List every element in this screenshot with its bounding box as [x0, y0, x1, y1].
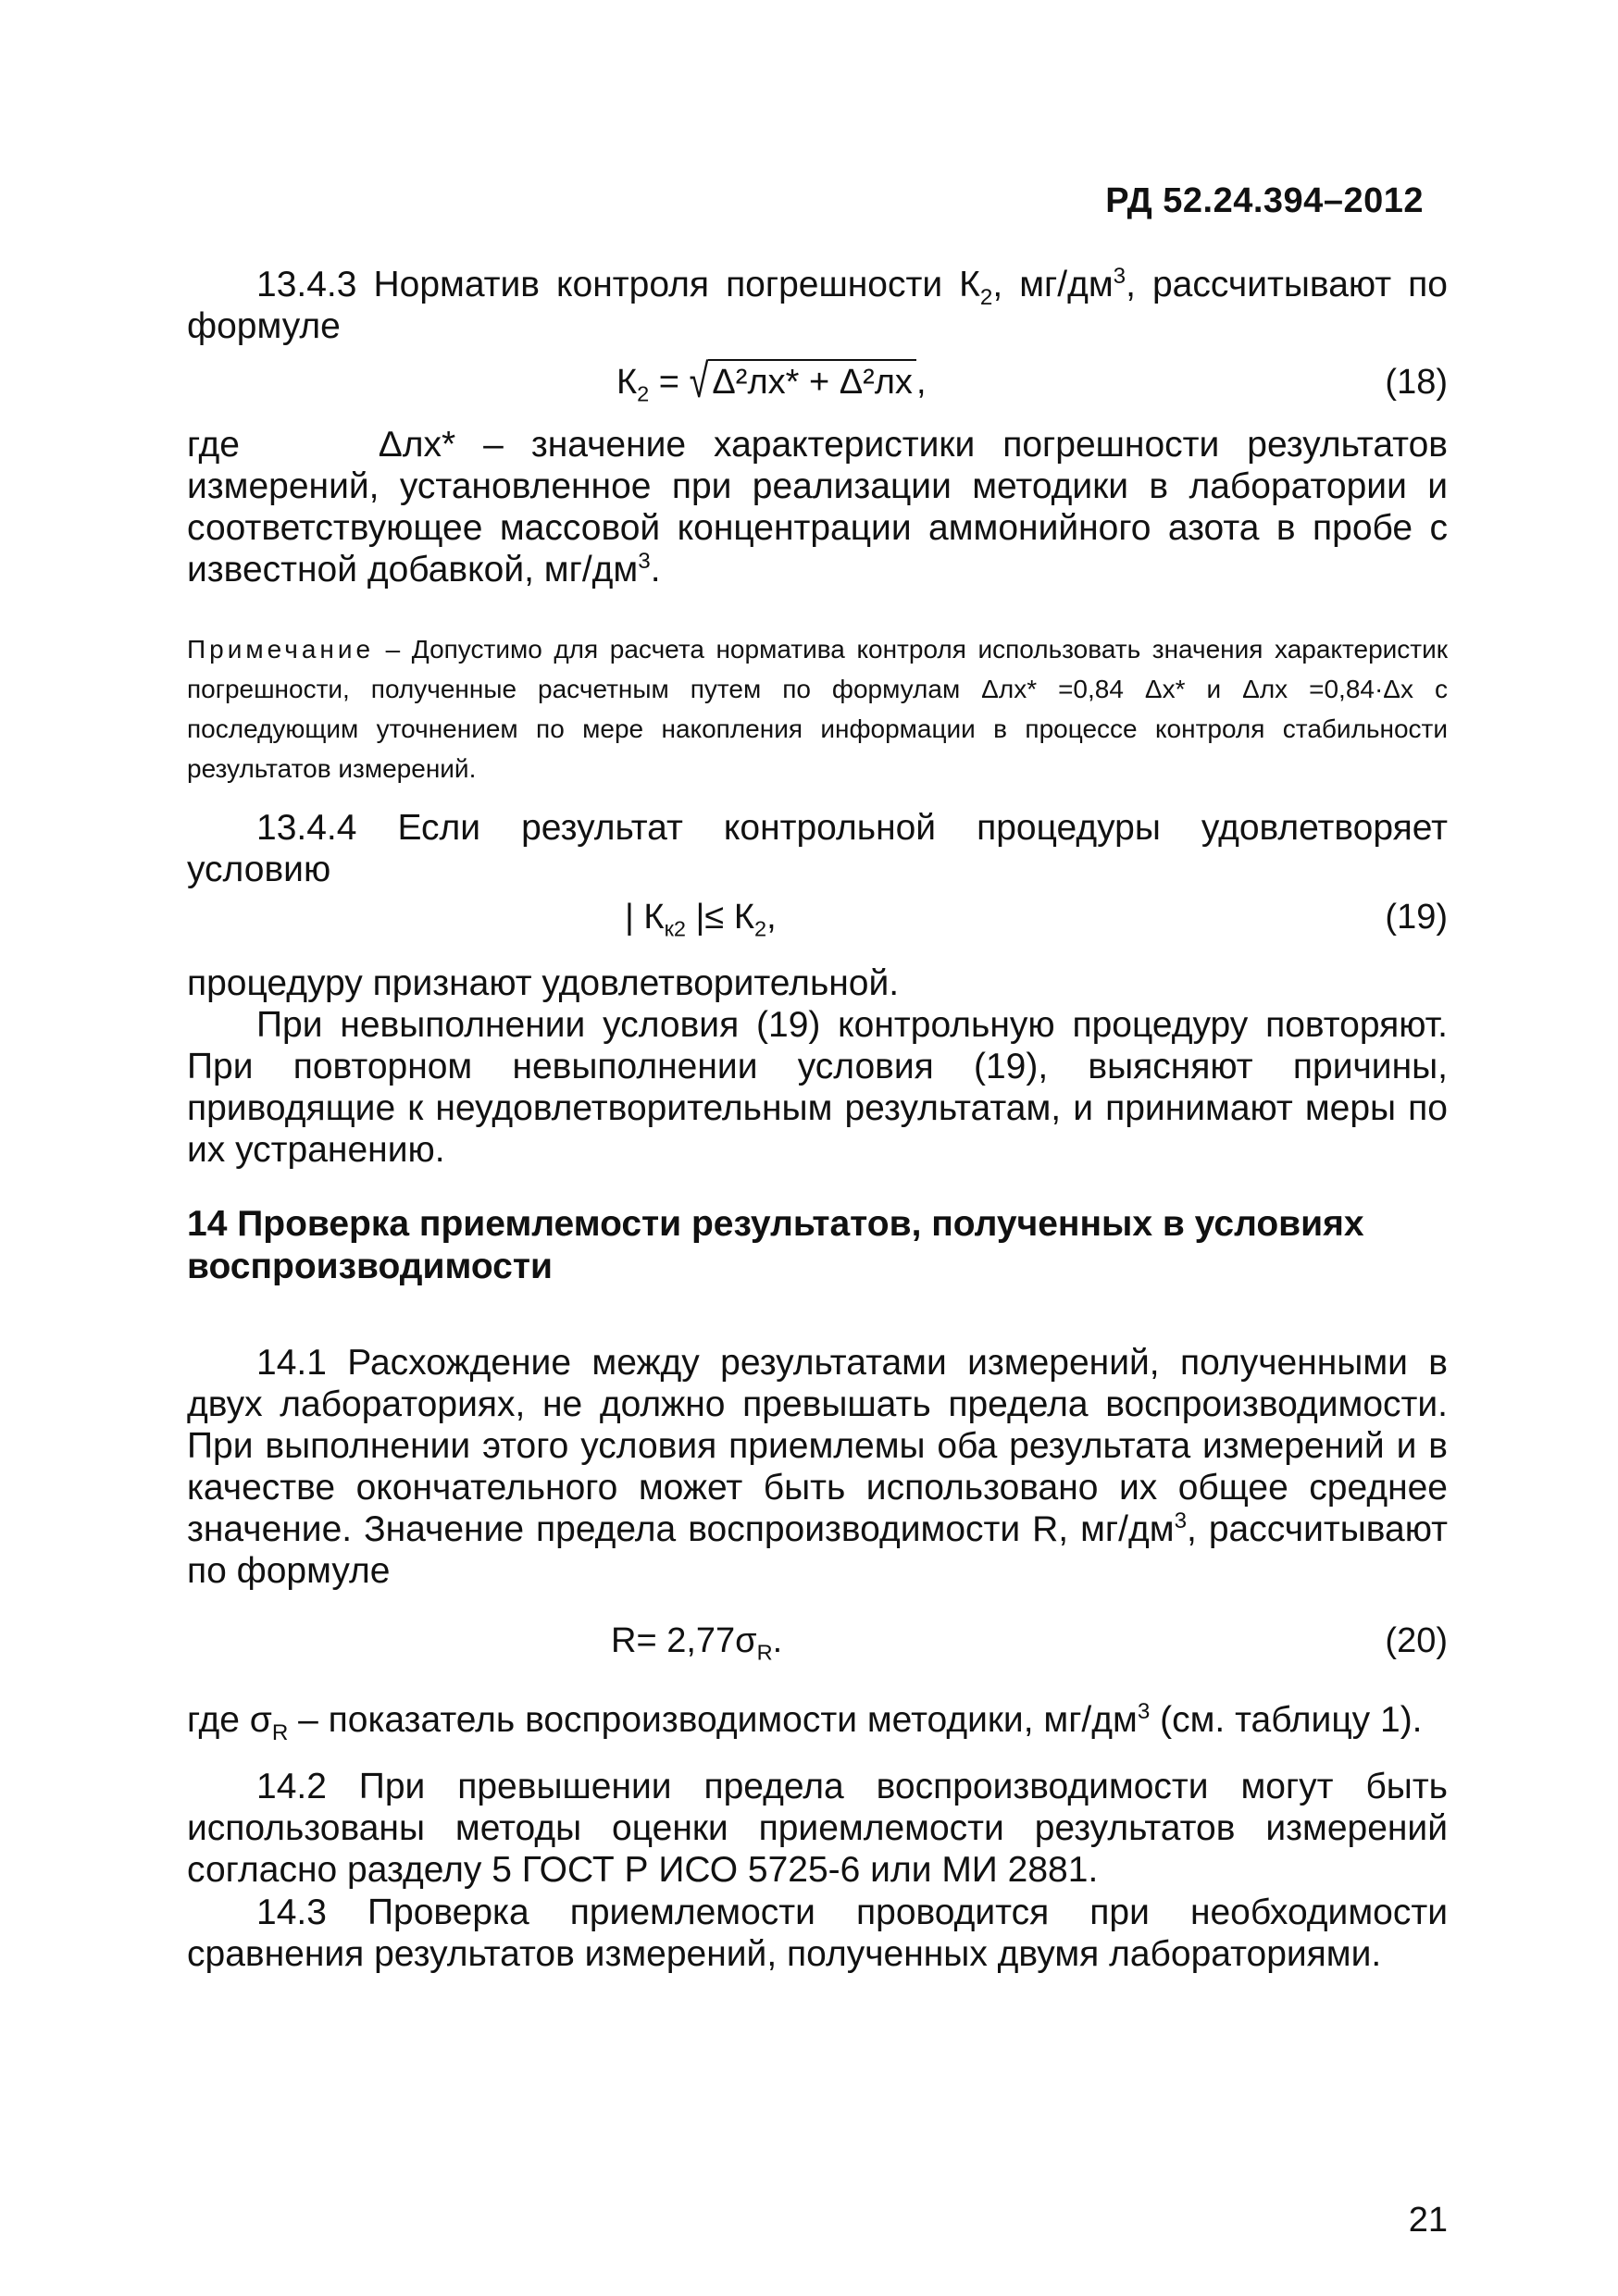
paragraph-14-1: 14.1 Расхождение между результатами измерений, полученными в двух лабораториях, не должно превышать предела воспроизводимости. При выполнении этого условия приемлемы оба результата измерений и в качестве окончательного может быть использовано их общее среднее значение. Значение предела воспроизводимости R, $мг/дм^3$, рассчитывают по формуле: [187, 1343, 1448, 1591]
paragraph-13-4-3: 13.4.3 Норматив контроля погрешности $К_2$, $мг/дм^3$, рассчитывают по формуле: [187, 264, 1448, 346]
paragraph-procedure-repeat: При невыполнении условия (19) контрольную процедуру повторяют. При повторном невыполнении условия (19), выясняют причины, приводящие к неудовлетворительным результатам, и принимают меры по их устранению.: [187, 1005, 1448, 1170]
paragraph-14-3: 14.3 Проверка приемлемости проводится при необходимости сравнения результатов измерений, полученных двумя лабораториями.: [187, 1893, 1448, 1974]
formula-18: $К_2$ = √ Δ²лх* + Δ²лх ,: [616, 355, 927, 409]
page-number: 21: [1408, 2201, 1448, 2240]
formula-18-number: (18): [1385, 363, 1448, 402]
formula-20: $R= 2,77\sigma_R$.: [611, 1621, 783, 1665]
document-code: РД 52.24.394–2012: [1105, 181, 1424, 220]
note: Примечание – Допустимо для расчета норматива контроля использовать значения характеристик погрешности, полученные расчетным путем по формулам Δлх* =0,84 Δх* и Δлх =0,84·Δх с последующим уточнением по мере накопления информации в процессе контроля стабильности результатов измерений.: [187, 635, 1448, 783]
formula-19: | $К_{к2}$ |≤ $К_2$,: [625, 898, 777, 941]
formula-19-number: (19): [1385, 898, 1448, 937]
paragraph-14-2: 14.2 При превышении предела воспроизводимости могут быть использованы методы оценки приемлемости результатов измерений согласно разделу 5 ГОСТ Р ИСО 5725-6 или МИ 2881.: [187, 1767, 1448, 1890]
section-14-heading: 14 Проверка приемлемости результатов, полученных в условиях воспроизводимости: [187, 1204, 1364, 1286]
formula-20-number: (20): [1385, 1621, 1448, 1660]
where-20: где $\sigma_R$ – показатель воспроизводимости методики, $мг/дм^3$ (см. таблицу 1).: [187, 1699, 1423, 1745]
where-18: где Δлх* – значение характеристики погрешности результатов измерений, установленное при реализации методики в лаборатории и соответствующее массовой концентрации аммонийного азота в пробе с известной добавкой, $мг/дм^3$.: [187, 425, 1448, 590]
paragraph-procedure-accepted: процедуру признают удовлетворительной.: [187, 963, 900, 1003]
paragraph-13-4-4: 13.4.4 Если результат контрольной процедуры удовлетворяет условию: [187, 808, 1448, 889]
